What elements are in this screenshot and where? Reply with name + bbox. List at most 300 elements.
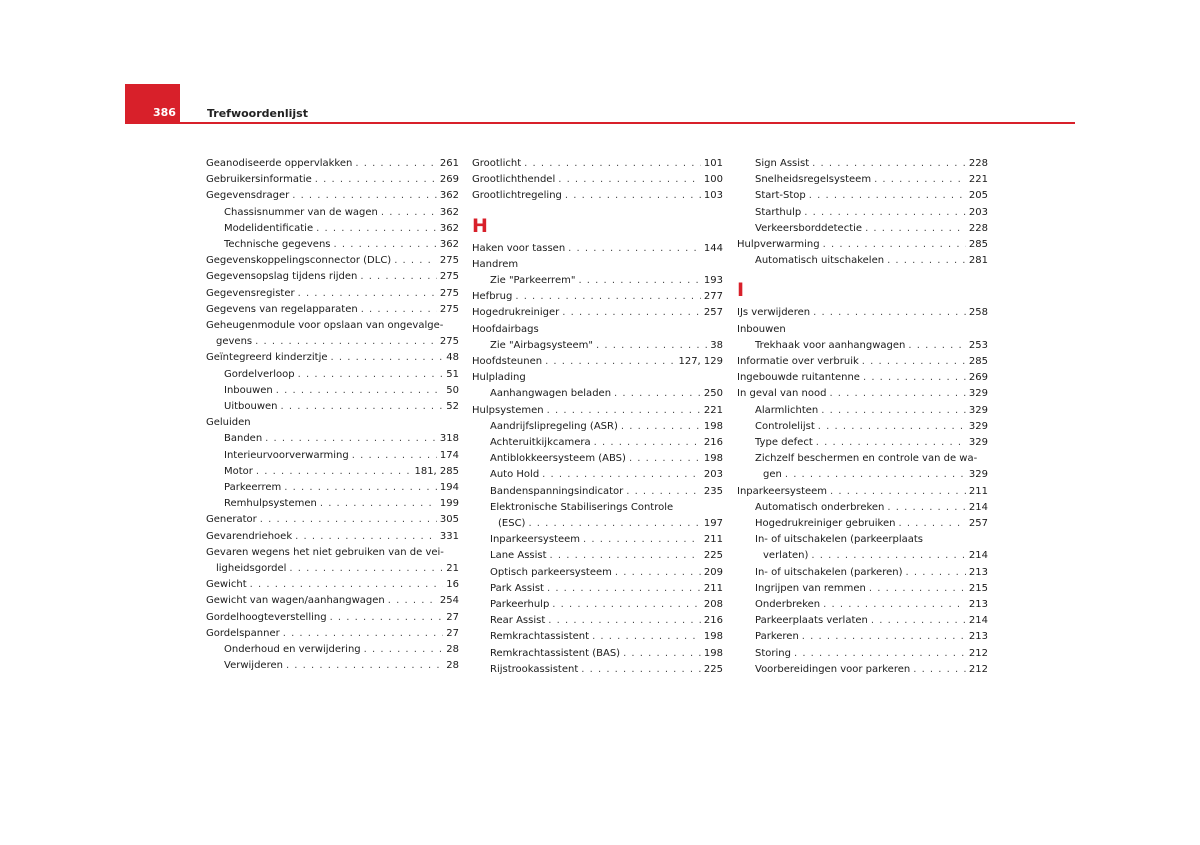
entry-page: 212 <box>968 663 988 675</box>
index-entry <box>472 581 723 597</box>
entry-term: Antiblokkeersysteem (ABS) <box>490 453 626 465</box>
index-column-2 <box>472 156 723 678</box>
entry-term: Gevarendriehoek <box>206 530 293 542</box>
index-heading: Hoofdairbags <box>472 323 539 335</box>
entry-page: 275 <box>439 271 459 283</box>
entry-term: Haken voor tassen <box>472 242 566 254</box>
entry-page: 362 <box>439 222 459 234</box>
entry-page: 211 <box>703 534 723 546</box>
entry-term: Hulpverwarming <box>737 239 820 251</box>
entry-page: 127, 129 <box>678 356 723 368</box>
entry-page: 275 <box>439 255 459 267</box>
entry-page: 362 <box>439 190 459 202</box>
leader-dots <box>276 383 444 399</box>
entry-page: 48 <box>446 352 459 364</box>
index-entry <box>737 467 988 483</box>
entry-page: 277 <box>703 291 723 303</box>
entry-term: In- of uitschakelen (parkeren) <box>755 566 903 578</box>
entry-term: Hefbrug <box>472 291 513 303</box>
index-entry <box>206 399 459 415</box>
index-entry <box>737 188 988 204</box>
leader-dots <box>621 419 701 435</box>
leader-dots <box>542 467 701 483</box>
leader-dots <box>528 516 700 532</box>
leader-dots <box>355 156 437 172</box>
index-entry <box>737 386 988 402</box>
entry-page: 281 <box>968 255 988 267</box>
entry-page: 209 <box>703 566 723 578</box>
index-entry <box>472 451 723 467</box>
entry-term: Gewicht <box>206 579 247 591</box>
index-entry <box>206 448 459 464</box>
index-entry <box>206 156 459 172</box>
leader-dots <box>887 500 966 516</box>
entry-page: 362 <box>439 206 459 218</box>
entry-term: Verkeersborddetectie <box>755 222 863 234</box>
leader-dots <box>360 269 437 285</box>
leader-dots <box>615 565 701 581</box>
entry-term: Alarmlichten <box>755 404 819 416</box>
index-entry <box>472 241 723 257</box>
entry-page: 318 <box>439 433 459 445</box>
entry-page: 221 <box>968 174 988 186</box>
entry-term: Trekhaak voor aanhangwagen <box>755 339 906 351</box>
index-entry <box>737 484 988 500</box>
entry-page: 221 <box>703 404 723 416</box>
leader-dots <box>583 532 701 548</box>
index-entry <box>472 435 723 451</box>
leader-dots <box>292 188 437 204</box>
entry-page: 275 <box>439 303 459 315</box>
entry-page: 214 <box>968 615 988 627</box>
leader-dots <box>804 205 966 221</box>
entry-term: Starthulp <box>755 206 802 218</box>
index-heading: Zichzelf beschermen en controle van de wa- <box>755 453 978 465</box>
entry-page: 199 <box>439 498 459 510</box>
section-letter: I <box>737 279 745 302</box>
index-entry <box>737 253 988 269</box>
entry-page: 213 <box>968 566 988 578</box>
entry-page: 51 <box>446 368 459 380</box>
leader-dots <box>352 448 437 464</box>
entry-term: Hogedrukreiniger gebruiken <box>755 518 896 530</box>
entry-term: Remkrachtassistent (BAS) <box>490 647 621 659</box>
index-entry <box>206 383 459 399</box>
entry-term: Storing <box>755 647 791 659</box>
leader-dots <box>823 237 966 253</box>
index-entry <box>737 613 988 629</box>
index-entry <box>472 629 723 645</box>
index-heading: In- of uitschakelen (parkeerplaats <box>755 534 923 546</box>
entry-page: 103 <box>703 190 723 202</box>
entry-term: Aanhangwagen beladen <box>490 388 612 400</box>
index-entry <box>206 221 459 237</box>
entry-term: Bandenspanningsindicator <box>490 485 624 497</box>
index-entry <box>206 658 459 674</box>
entry-term: Inparkeersysteem <box>490 534 581 546</box>
entry-page: 198 <box>703 631 723 643</box>
entry-page: 50 <box>446 384 459 396</box>
index-entry <box>206 253 459 269</box>
index-entry <box>737 419 988 435</box>
leader-dots <box>830 484 966 500</box>
leader-dots <box>794 646 966 662</box>
leader-dots <box>334 237 437 253</box>
index-entry <box>472 597 723 613</box>
leader-dots <box>812 156 966 172</box>
entry-page: 101 <box>703 158 723 169</box>
entry-page: 269 <box>439 174 459 186</box>
entry-page: 208 <box>703 599 723 611</box>
index-entry <box>206 480 459 496</box>
index-entry <box>737 237 988 253</box>
entry-page: 257 <box>968 518 988 530</box>
entry-term: Grootlicht <box>472 158 522 169</box>
entry-term: Geïntegreerd kinderzitje <box>206 352 328 364</box>
index-entry <box>206 350 459 366</box>
entry-term: Auto Hold <box>490 469 540 481</box>
index-entry <box>472 613 723 629</box>
entry-page: 329 <box>968 469 988 481</box>
entry-term: Gordelhoogteverstelling <box>206 611 327 623</box>
leader-dots <box>809 188 966 204</box>
entry-term: ligheidsgordel <box>216 563 287 575</box>
entry-page: 275 <box>439 336 459 348</box>
leader-dots <box>874 172 966 188</box>
leader-dots <box>547 403 701 419</box>
index-heading: Geheugenmodule voor opslaan van ongevalge- <box>206 320 444 332</box>
index-entry <box>472 386 723 402</box>
entry-term: Remkrachtassistent <box>490 631 590 643</box>
entry-page: 214 <box>968 550 988 562</box>
leader-dots <box>550 548 701 564</box>
index-entry <box>206 237 459 253</box>
entry-term: Rijstrookassistent <box>490 663 579 675</box>
entry-page: 216 <box>703 615 723 627</box>
entry-page: 28 <box>446 660 459 672</box>
leader-dots <box>596 338 707 354</box>
leader-dots <box>581 662 701 678</box>
index-entry <box>737 172 988 188</box>
index-entry <box>206 367 459 383</box>
entry-term: Onderhoud en verwijdering <box>224 644 361 656</box>
entry-term: Grootlichthendel <box>472 174 556 186</box>
leader-dots <box>869 581 966 597</box>
entry-page: 38 <box>710 339 723 351</box>
page-title: Trefwoordenlijst <box>207 107 308 120</box>
entry-page: 216 <box>703 437 723 449</box>
leader-dots <box>821 403 966 419</box>
entry-term: Hogedrukreiniger <box>472 307 560 319</box>
entry-page: 213 <box>968 631 988 643</box>
leader-dots <box>862 354 966 370</box>
leader-dots <box>524 156 701 172</box>
entry-page: 275 <box>439 287 459 299</box>
entry-page: 305 <box>439 514 459 526</box>
index-entry <box>737 597 988 613</box>
entry-page: 212 <box>968 647 988 659</box>
entry-term: Rear Assist <box>490 615 546 627</box>
leader-dots <box>908 338 966 354</box>
entry-page: 253 <box>968 339 988 351</box>
entry-page: 285 <box>968 356 988 368</box>
index-entry <box>472 646 723 662</box>
entry-page: 250 <box>703 388 723 400</box>
index-entry <box>472 532 723 548</box>
leader-dots <box>558 172 701 188</box>
entry-page: 257 <box>703 307 723 319</box>
index-heading: Inbouwen <box>737 323 786 335</box>
index-heading: Gevaren wegens het niet gebruiken van de vei- <box>206 546 444 558</box>
leader-dots <box>813 305 966 321</box>
entry-page: 27 <box>446 627 459 639</box>
index-entry <box>737 305 988 321</box>
entry-page: 228 <box>968 222 988 234</box>
index-entry <box>472 338 723 354</box>
leader-dots <box>250 577 444 593</box>
leader-dots <box>829 386 965 402</box>
entry-term: Gordelspanner <box>206 627 280 639</box>
index-column-1 <box>206 156 459 675</box>
leader-dots <box>547 581 701 597</box>
entry-page: 100 <box>703 174 723 186</box>
leader-dots <box>863 370 966 386</box>
index-entry <box>737 156 988 172</box>
entry-term: IJs verwijderen <box>737 307 811 319</box>
index-entry <box>472 565 723 581</box>
index-entry <box>737 629 988 645</box>
leader-dots <box>295 529 437 545</box>
index-entry <box>472 516 723 532</box>
index-entry <box>737 581 988 597</box>
index-entry <box>206 642 459 658</box>
leader-dots <box>568 241 701 257</box>
entry-term: Automatisch onderbreken <box>755 501 885 513</box>
entry-page: 16 <box>446 579 459 591</box>
index-entry <box>472 548 723 564</box>
entry-page: 198 <box>703 420 723 432</box>
entry-page: 329 <box>968 437 988 449</box>
index-entry <box>737 370 988 386</box>
entry-term: Gebruikersinformatie <box>206 174 312 186</box>
index-entry <box>737 548 988 564</box>
index-heading: Handrem <box>472 258 519 270</box>
leader-dots <box>283 626 444 642</box>
entry-term: Ingrijpen van remmen <box>755 582 866 594</box>
entry-term: Informatie over verbruik <box>737 356 859 368</box>
index-entry <box>472 484 723 500</box>
entry-page: 261 <box>439 158 459 169</box>
entry-term: gen <box>763 469 782 481</box>
leader-dots <box>316 221 437 237</box>
index-entry <box>472 662 723 678</box>
entry-term: Uitbouwen <box>224 401 278 413</box>
index-entry <box>206 431 459 447</box>
index-entry <box>737 354 988 370</box>
leader-dots <box>298 286 437 302</box>
index-entry <box>472 188 723 204</box>
entry-page: 174 <box>439 449 459 461</box>
index-entry <box>737 205 988 221</box>
leader-dots <box>361 302 437 318</box>
entry-page: 254 <box>439 595 459 607</box>
entry-term: Parkeerplaats verlaten <box>755 615 868 627</box>
leader-dots <box>331 350 444 366</box>
entry-term: Achteruitkijkcamera <box>490 437 591 449</box>
entry-page: 258 <box>968 307 988 319</box>
entry-term: Gegevensdrager <box>206 190 290 202</box>
index-entry <box>737 516 988 532</box>
leader-dots <box>871 613 966 629</box>
leader-dots <box>265 431 437 447</box>
index-entry <box>206 529 459 545</box>
index-entry <box>206 496 459 512</box>
index-heading: Elektronische Stabiliserings Controle <box>490 501 674 513</box>
leader-dots <box>614 386 701 402</box>
leader-dots <box>562 305 701 321</box>
index-entry <box>472 305 723 321</box>
entry-term: Modelidentificatie <box>224 222 314 234</box>
entry-term: Inbouwen <box>224 384 273 396</box>
entry-term: Gewicht van wagen/aanhangwagen <box>206 595 385 607</box>
leader-dots <box>578 273 700 289</box>
index-entry <box>206 512 459 528</box>
leader-dots <box>284 480 437 496</box>
index-entry <box>737 435 988 451</box>
leader-dots <box>823 597 966 613</box>
index-heading: Hulplading <box>472 372 526 384</box>
index-entry <box>737 662 988 678</box>
index-entry <box>472 403 723 419</box>
leader-dots <box>545 354 675 370</box>
entry-page: 27 <box>446 611 459 623</box>
entry-page: 285 <box>968 239 988 251</box>
leader-dots <box>565 188 701 204</box>
entry-term: Ingebouwde ruitantenne <box>737 372 860 384</box>
index-entry <box>206 561 459 577</box>
entry-term: Motor <box>224 465 253 477</box>
leader-dots <box>388 593 437 609</box>
index-column-3 <box>737 156 988 678</box>
leader-dots <box>281 399 444 415</box>
entry-term: Lane Assist <box>490 550 547 562</box>
leader-dots <box>802 629 966 645</box>
leader-dots <box>315 172 437 188</box>
index-entry <box>206 302 459 318</box>
index-entry <box>472 289 723 305</box>
entry-page: 235 <box>703 485 723 497</box>
entry-term: Parkeerrem <box>224 482 282 494</box>
index-entry <box>206 172 459 188</box>
section-letter: H <box>472 214 488 237</box>
leader-dots <box>594 435 701 451</box>
entry-term: Generator <box>206 514 257 526</box>
index-entry <box>472 467 723 483</box>
entry-page: 197 <box>703 518 723 530</box>
entry-term: Controlelijst <box>755 420 815 432</box>
entry-term: Parkeerhulp <box>490 599 550 611</box>
entry-page: 211 <box>703 582 723 594</box>
entry-term: Technische gegevens <box>224 239 331 251</box>
entry-term: Banden <box>224 433 263 445</box>
entry-page: 331 <box>439 530 459 542</box>
entry-term: (ESC) <box>498 518 526 530</box>
entry-page: 214 <box>968 501 988 513</box>
entry-term: verlaten) <box>763 550 809 562</box>
entry-term: Start-Stop <box>755 190 806 202</box>
index-entry <box>206 286 459 302</box>
leader-dots <box>364 642 444 658</box>
index-entry <box>206 269 459 285</box>
entry-term: Inparkeersysteem <box>737 485 828 497</box>
entry-page: 269 <box>968 372 988 384</box>
entry-page: 144 <box>703 242 723 254</box>
entry-term: Parkeren <box>755 631 799 643</box>
entry-term: Onderbreken <box>755 599 821 611</box>
leader-dots <box>626 484 701 500</box>
leader-dots <box>515 289 701 305</box>
index-heading: Geluiden <box>206 417 251 429</box>
index-entry <box>206 577 459 593</box>
index-entry <box>472 419 723 435</box>
entry-page: 52 <box>446 401 459 413</box>
entry-page: 181, 285 <box>414 465 459 477</box>
entry-page: 211 <box>968 485 988 497</box>
entry-term: Grootlichtregeling <box>472 190 562 202</box>
leader-dots <box>592 629 701 645</box>
leader-dots <box>381 205 437 221</box>
leader-dots <box>785 467 966 483</box>
index-entry <box>737 565 988 581</box>
entry-page: 329 <box>968 404 988 416</box>
leader-dots <box>865 221 966 237</box>
index-entry <box>206 464 459 480</box>
entry-page: 198 <box>703 647 723 659</box>
entry-page: 203 <box>703 469 723 481</box>
entry-term: Hulpsystemen <box>472 404 544 416</box>
index-entry <box>206 188 459 204</box>
leader-dots <box>898 516 965 532</box>
page-number: 386 <box>125 84 180 124</box>
leader-dots <box>320 496 437 512</box>
index-entry <box>472 354 723 370</box>
leader-dots <box>298 367 444 383</box>
entry-term: Interieurvoorverwarming <box>224 449 349 461</box>
entry-term: Remhulpsystemen <box>224 498 317 510</box>
entry-page: 215 <box>968 582 988 594</box>
entry-term: Optisch parkeersysteem <box>490 566 612 578</box>
entry-term: Geanodiseerde oppervlakken <box>206 158 353 169</box>
index-entry <box>206 593 459 609</box>
entry-term: Gegevensregister <box>206 287 295 299</box>
entry-term: Gordelverloop <box>224 368 295 380</box>
leader-dots <box>811 548 966 564</box>
entry-term: Gegevens van regelapparaten <box>206 303 358 315</box>
entry-page: 329 <box>968 388 988 400</box>
leader-dots <box>552 597 701 613</box>
entry-term: Automatisch uitschakelen <box>755 255 885 267</box>
entry-term: In geval van nood <box>737 388 827 400</box>
leader-dots <box>260 512 437 528</box>
index-entry <box>737 338 988 354</box>
entry-term: Snelheidsregelsysteem <box>755 174 872 186</box>
index-entry <box>206 334 459 350</box>
leader-dots <box>286 658 443 674</box>
entry-page: 362 <box>439 239 459 251</box>
entry-term: Verwijderen <box>224 660 283 672</box>
entry-term: Park Assist <box>490 582 544 594</box>
index-entry <box>206 205 459 221</box>
